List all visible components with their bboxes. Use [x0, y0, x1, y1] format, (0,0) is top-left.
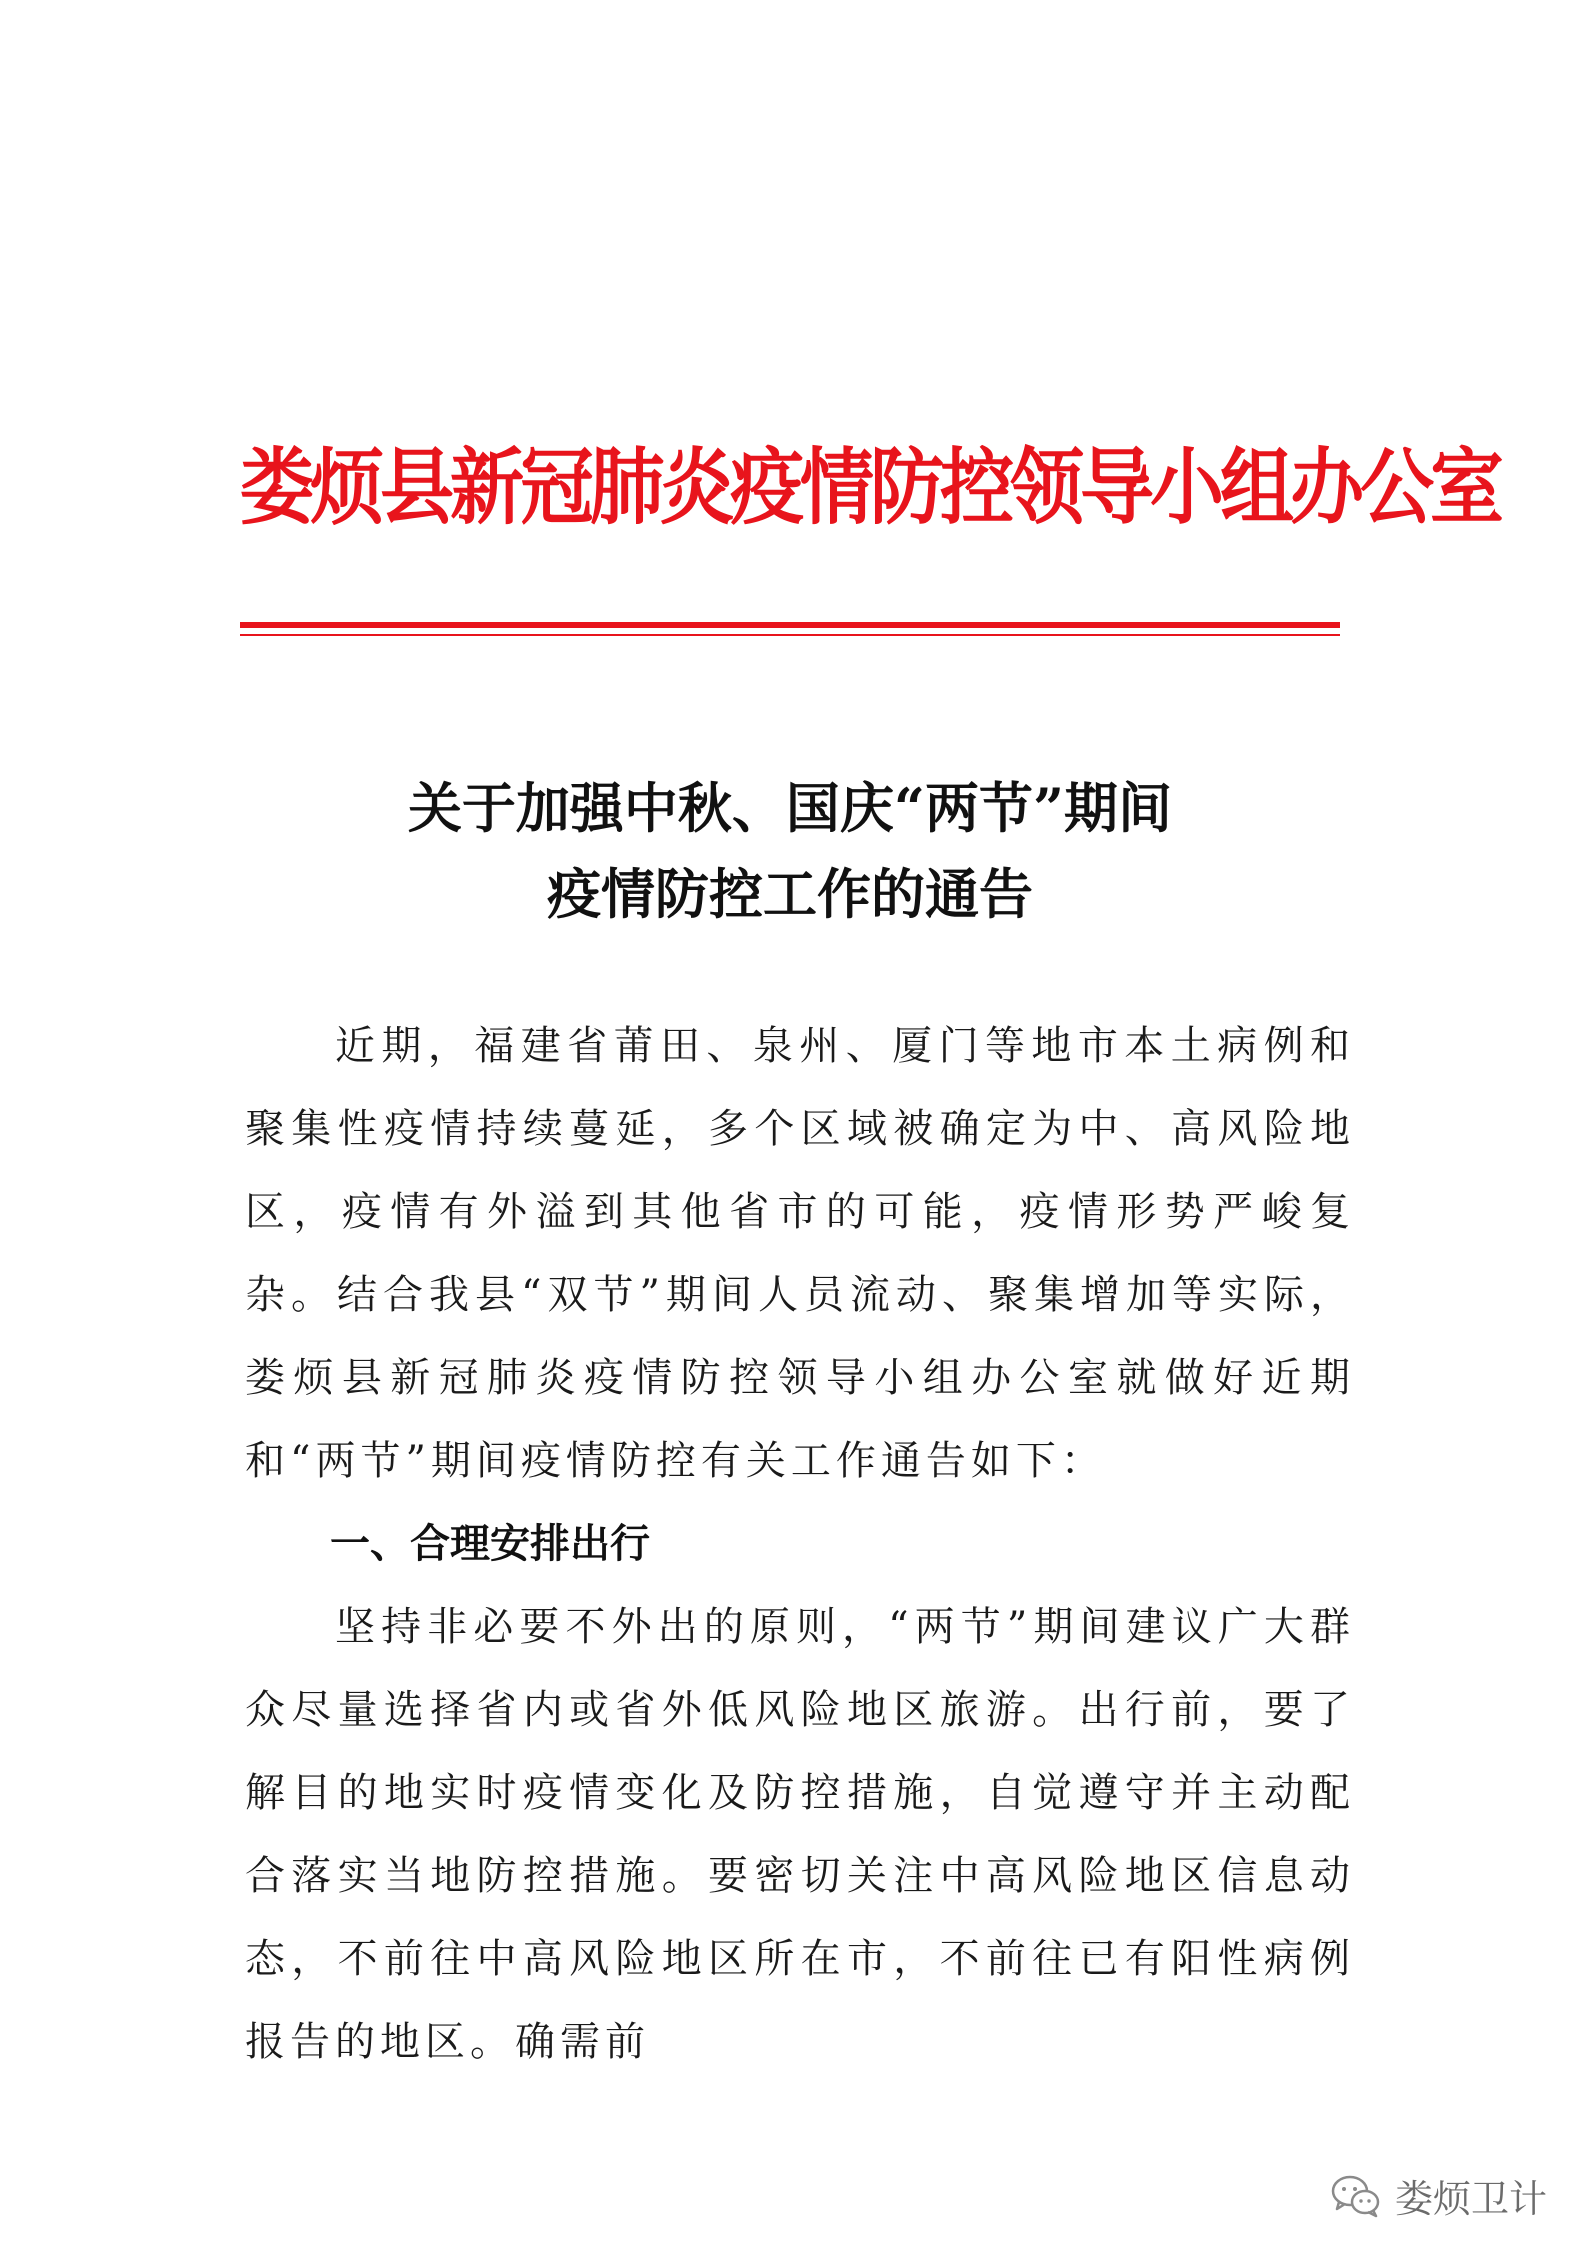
title-line-2: 疫情防控工作的通告	[547, 862, 1033, 926]
document-body	[245, 1005, 1355, 2084]
section-1-heading: 一、合理安排出行	[330, 1521, 650, 1567]
wechat-icon	[1331, 2174, 1381, 2218]
issuing-organization-header: 娄烦县新冠肺炎疫情防控领导小组办公室	[240, 439, 1500, 537]
header-rule-thick	[240, 622, 1340, 628]
section-1-paragraph: 坚持非必要不外出的原则，“两节”期间建议广大群众尽量选择省内或省外低风险地区旅游。出行前，要了解目的地实时疫情变化及防控措施，自觉遵守并主动配合落实当地防控措施。要密切关注中高风险地区信息动态，不前往中高风险地区所在市，不前往已有阳性病例报告的地区。确需前	[245, 1604, 1355, 2065]
intro-paragraph: 近期，福建省莆田、泉州、厦门等地市本土病例和聚集性疫情持续蔓延，多个区域被确定为中、高风险地区，疫情有外溢到其他省市的可能，疫情形势严峻复杂。结合我县“双节”期间人员流动、聚集增加等实际，娄烦县新冠肺炎疫情防控领导小组办公室就做好近期和“两节”期间疫情防控有关工作通告如下：	[245, 1023, 1355, 1484]
account-watermark	[1331, 2168, 1547, 2223]
header-rule-thin	[240, 634, 1340, 636]
document-title	[240, 765, 1340, 937]
watermark-text: 娄烦卫计	[1394, 2177, 1547, 2221]
title-line-1: 关于加强中秋、国庆“两节”期间	[407, 776, 1173, 840]
